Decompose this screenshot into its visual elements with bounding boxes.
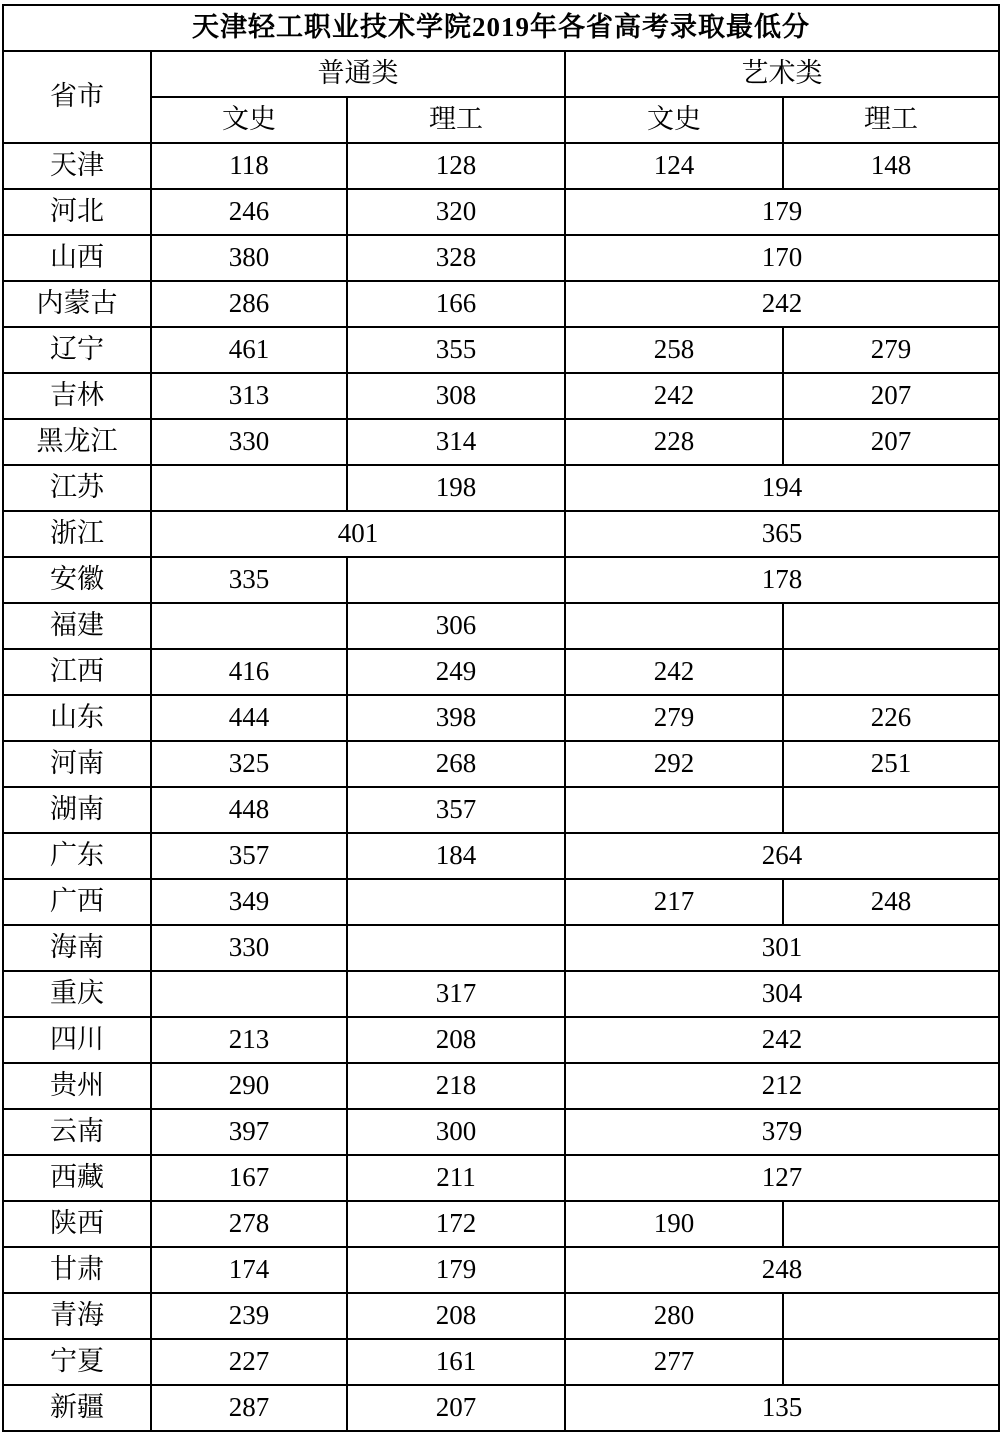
- score-cell: 397: [151, 1109, 347, 1155]
- score-cell: 308: [347, 373, 565, 419]
- score-cell: 118: [151, 143, 347, 189]
- score-cell: 304: [565, 971, 999, 1017]
- table-row: [3, 649, 999, 695]
- score-cell-empty: [783, 1293, 999, 1339]
- table-row: [3, 879, 999, 925]
- table-row: [3, 695, 999, 741]
- score-cell-empty: [347, 925, 565, 971]
- score-cell: 184: [347, 833, 565, 879]
- score-cell: 280: [565, 1293, 783, 1339]
- table-row: [3, 603, 999, 649]
- score-cell: 242: [565, 1017, 999, 1063]
- score-cell: 444: [151, 695, 347, 741]
- table-row: [3, 511, 999, 557]
- table-row: [3, 281, 999, 327]
- table-row: [3, 971, 999, 1017]
- score-cell-empty: [783, 649, 999, 695]
- score-cell: 251: [783, 741, 999, 787]
- province-cell: 黑龙江: [3, 419, 151, 465]
- table-row: [3, 189, 999, 235]
- column-header-province: 省市: [3, 51, 151, 143]
- score-cell-empty: [151, 603, 347, 649]
- score-cell: 286: [151, 281, 347, 327]
- score-cell-empty: [783, 787, 999, 833]
- score-cell: 249: [347, 649, 565, 695]
- score-cell: 330: [151, 419, 347, 465]
- table-row: [3, 1017, 999, 1063]
- table-row: [3, 1201, 999, 1247]
- score-cell: 278: [151, 1201, 347, 1247]
- province-cell: 山西: [3, 235, 151, 281]
- table-row: [3, 1339, 999, 1385]
- table-row: [3, 1247, 999, 1293]
- score-cell: 194: [565, 465, 999, 511]
- score-cell: 398: [347, 695, 565, 741]
- score-cell: 148: [783, 143, 999, 189]
- column-header-arts-liberal: 文史: [565, 97, 783, 143]
- score-cell: 317: [347, 971, 565, 1017]
- score-cell: 287: [151, 1385, 347, 1431]
- score-cell: 179: [565, 189, 999, 235]
- table-row: [3, 925, 999, 971]
- score-cell: 268: [347, 741, 565, 787]
- score-cell: 242: [565, 373, 783, 419]
- province-cell: 广西: [3, 879, 151, 925]
- province-cell: 湖南: [3, 787, 151, 833]
- province-cell: 江苏: [3, 465, 151, 511]
- province-cell: 海南: [3, 925, 151, 971]
- score-cell: 461: [151, 327, 347, 373]
- score-cell: 166: [347, 281, 565, 327]
- score-cell-empty: [565, 787, 783, 833]
- score-cell: 279: [783, 327, 999, 373]
- province-cell: 浙江: [3, 511, 151, 557]
- score-cell: 135: [565, 1385, 999, 1431]
- score-cell-empty: [783, 603, 999, 649]
- score-cell: 124: [565, 143, 783, 189]
- score-cell: 207: [783, 419, 999, 465]
- table-row: [3, 419, 999, 465]
- score-cell: 313: [151, 373, 347, 419]
- column-group-general: 普通类: [151, 51, 565, 97]
- province-cell: 四川: [3, 1017, 151, 1063]
- score-cell: 246: [151, 189, 347, 235]
- province-cell: 河北: [3, 189, 151, 235]
- score-cell-empty: [151, 465, 347, 511]
- province-cell: 云南: [3, 1109, 151, 1155]
- score-table: [2, 4, 1000, 1432]
- score-cell: 349: [151, 879, 347, 925]
- province-cell: 广东: [3, 833, 151, 879]
- score-cell: 213: [151, 1017, 347, 1063]
- score-cell-empty: [565, 603, 783, 649]
- score-cell: 198: [347, 465, 565, 511]
- province-cell: 天津: [3, 143, 151, 189]
- province-cell: 安徽: [3, 557, 151, 603]
- score-cell-empty: [783, 1201, 999, 1247]
- table-row: [3, 465, 999, 511]
- score-cell: 357: [347, 787, 565, 833]
- score-cell: 248: [783, 879, 999, 925]
- score-cell: 277: [565, 1339, 783, 1385]
- header-group-row: [3, 51, 999, 97]
- score-cell: 211: [347, 1155, 565, 1201]
- score-cell: 292: [565, 741, 783, 787]
- column-header-arts-science: 理工: [783, 97, 999, 143]
- province-cell: 河南: [3, 741, 151, 787]
- score-cell: 242: [565, 649, 783, 695]
- province-cell: 重庆: [3, 971, 151, 1017]
- score-cell: 401: [151, 511, 565, 557]
- score-cell-empty: [151, 971, 347, 1017]
- score-cell: 228: [565, 419, 783, 465]
- table-row: [3, 1385, 999, 1431]
- province-cell: 辽宁: [3, 327, 151, 373]
- score-cell: 174: [151, 1247, 347, 1293]
- table-row: [3, 327, 999, 373]
- score-cell: 226: [783, 695, 999, 741]
- column-group-arts: 艺术类: [565, 51, 999, 97]
- score-cell: 258: [565, 327, 783, 373]
- score-cell: 161: [347, 1339, 565, 1385]
- score-cell: 208: [347, 1017, 565, 1063]
- score-cell: 328: [347, 235, 565, 281]
- score-cell: 218: [347, 1063, 565, 1109]
- score-cell-empty: [783, 1339, 999, 1385]
- table-row: [3, 787, 999, 833]
- province-cell: 福建: [3, 603, 151, 649]
- province-cell: 甘肃: [3, 1247, 151, 1293]
- province-cell: 西藏: [3, 1155, 151, 1201]
- score-cell: 325: [151, 741, 347, 787]
- score-cell: 279: [565, 695, 783, 741]
- score-cell: 128: [347, 143, 565, 189]
- score-cell: 290: [151, 1063, 347, 1109]
- province-cell: 青海: [3, 1293, 151, 1339]
- score-cell: 190: [565, 1201, 783, 1247]
- score-cell: 306: [347, 603, 565, 649]
- score-cell: 167: [151, 1155, 347, 1201]
- score-cell: 300: [347, 1109, 565, 1155]
- province-cell: 贵州: [3, 1063, 151, 1109]
- page-title: 天津轻工职业技术学院2019年各省高考录取最低分: [3, 5, 999, 51]
- score-cell: 207: [347, 1385, 565, 1431]
- table-row: [3, 1109, 999, 1155]
- score-cell: 264: [565, 833, 999, 879]
- column-header-general-liberal: 文史: [151, 97, 347, 143]
- score-cell: 208: [347, 1293, 565, 1339]
- score-cell: 416: [151, 649, 347, 695]
- score-cell: 242: [565, 281, 999, 327]
- table-row: [3, 373, 999, 419]
- province-cell: 宁夏: [3, 1339, 151, 1385]
- score-cell: 170: [565, 235, 999, 281]
- score-cell-empty: [347, 557, 565, 603]
- score-cell: 179: [347, 1247, 565, 1293]
- score-cell: 320: [347, 189, 565, 235]
- column-header-general-science: 理工: [347, 97, 565, 143]
- score-cell: 335: [151, 557, 347, 603]
- score-cell: 365: [565, 511, 999, 557]
- score-cell: 314: [347, 419, 565, 465]
- table-row: [3, 741, 999, 787]
- province-cell: 陕西: [3, 1201, 151, 1247]
- title-row: [3, 5, 999, 51]
- table-row: [3, 235, 999, 281]
- score-cell: 217: [565, 879, 783, 925]
- document-sheet: [0, 4, 1000, 1423]
- score-cell: 172: [347, 1201, 565, 1247]
- province-cell: 吉林: [3, 373, 151, 419]
- province-cell: 山东: [3, 695, 151, 741]
- table-row: [3, 1063, 999, 1109]
- header-sub-row: [3, 97, 999, 143]
- score-cell: 357: [151, 833, 347, 879]
- score-cell-empty: [347, 879, 565, 925]
- table-row: [3, 557, 999, 603]
- score-cell: 380: [151, 235, 347, 281]
- province-cell: 内蒙古: [3, 281, 151, 327]
- table-row: [3, 1293, 999, 1339]
- score-cell: 127: [565, 1155, 999, 1201]
- score-cell: 379: [565, 1109, 999, 1155]
- table-row: [3, 143, 999, 189]
- score-cell: 248: [565, 1247, 999, 1293]
- score-cell: 330: [151, 925, 347, 971]
- score-cell: 178: [565, 557, 999, 603]
- score-cell: 301: [565, 925, 999, 971]
- score-cell: 227: [151, 1339, 347, 1385]
- province-cell: 江西: [3, 649, 151, 695]
- score-cell: 448: [151, 787, 347, 833]
- score-cell: 355: [347, 327, 565, 373]
- score-cell: 207: [783, 373, 999, 419]
- province-cell: 新疆: [3, 1385, 151, 1431]
- table-row: [3, 1155, 999, 1201]
- score-cell: 239: [151, 1293, 347, 1339]
- score-cell: 212: [565, 1063, 999, 1109]
- table-row: [3, 833, 999, 879]
